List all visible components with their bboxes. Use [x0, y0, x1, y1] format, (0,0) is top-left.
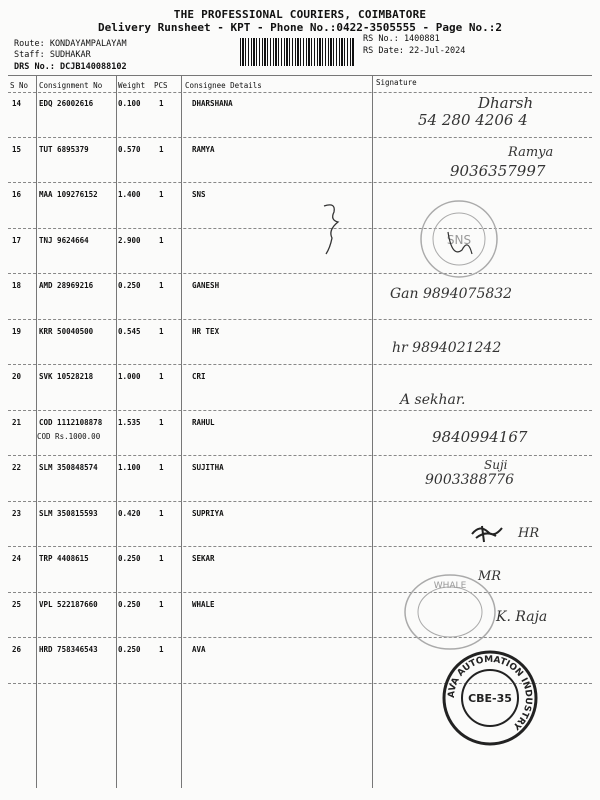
row-consignee: HR TEX	[192, 326, 220, 336]
row-consignee: RAMYA	[192, 144, 215, 154]
row-weight: 1.100	[118, 463, 141, 472]
row-sno: 16	[12, 190, 22, 199]
row-divider	[8, 592, 592, 593]
row-weight: 1.535	[118, 417, 141, 427]
row-divider	[8, 228, 592, 229]
row-weight: 0.420	[118, 508, 141, 518]
row-pcs: 1	[159, 645, 164, 654]
row-weight: 0.250	[118, 281, 141, 290]
row-consignment: TUT 6895379	[39, 144, 89, 154]
row-pcs: 1	[159, 508, 164, 518]
signature-15-name: Ramya	[508, 145, 554, 160]
row-consignee: SEKAR	[192, 554, 215, 563]
row-sno: 23	[12, 508, 22, 518]
row-divider	[8, 637, 592, 638]
row-consignee: DHARSHANA	[192, 99, 233, 108]
row-weight: 0.250	[118, 554, 141, 563]
whale-stamp	[402, 572, 498, 652]
row-divider	[8, 410, 592, 411]
row-consignment: MAA 109276152	[39, 190, 98, 199]
col-header-consignee: Consignee Details	[185, 81, 262, 90]
signature-16-scribble	[318, 198, 348, 258]
row-weight: 0.250	[118, 599, 141, 609]
route-label: Route: KONDAYAMPALAYAM	[14, 39, 127, 49]
row-sno: 26	[12, 645, 22, 654]
row-cod-note: COD Rs.1000.00	[37, 431, 101, 441]
row-consignment: AMD 28969216	[39, 281, 94, 290]
staff-label: Staff: SUDHAKAR	[14, 50, 91, 60]
row-pcs: 1	[159, 99, 164, 108]
ava-stamp-ring-text: AVA AUTOMATION INDUSTRY	[446, 654, 534, 732]
signature-21: 9840994167	[432, 428, 528, 446]
row-sno: 22	[12, 463, 22, 472]
signature-23: HR	[518, 526, 540, 541]
row-weight: 1.000	[118, 372, 141, 381]
col-header-sno: S No	[10, 81, 29, 90]
row-consignee: CRI	[192, 372, 206, 381]
row-pcs: 1	[159, 463, 164, 472]
row-pcs: 1	[159, 190, 164, 199]
row-consignment: SVK 10528218	[39, 372, 94, 381]
table-top-rule	[8, 75, 592, 76]
rs-number: RS No.: 1400881	[363, 34, 440, 44]
row-sno: 18	[12, 281, 22, 290]
row-pcs: 1	[159, 326, 164, 336]
row-pcs: 1	[159, 144, 164, 154]
ava-stamp-center-text: CBE-35	[468, 692, 512, 705]
col-header-consignment: Consignment No	[39, 81, 103, 90]
rs-date: RS Date: 22-Jul-2024	[363, 46, 466, 56]
row-sno: 17	[12, 235, 22, 245]
row-divider	[8, 455, 592, 456]
row-divider	[8, 137, 592, 138]
row-sno: 24	[12, 554, 22, 563]
row-consignee: RAHUL	[192, 417, 215, 427]
row-consignee: AVA	[192, 645, 206, 654]
barcode	[240, 38, 355, 66]
row-consignment: HRD 758346543	[39, 645, 98, 654]
signature-20: A sekhar.	[400, 392, 466, 408]
row-sno: 21	[12, 417, 22, 427]
row-pcs: 1	[159, 235, 164, 245]
row-pcs: 1	[159, 281, 164, 290]
runsheet-title: THE PROFESSIONAL COURIERS, COIMBATORE	[173, 8, 427, 21]
signature-25: K. Raja	[496, 609, 548, 625]
row-consignee: SNS	[192, 190, 206, 199]
signature-14-phone: 54 280 4206 4	[418, 111, 528, 129]
signature-22-name: Suji	[484, 458, 508, 472]
row-weight: 0.570	[118, 144, 141, 154]
signature-19: hr 9894021242	[392, 340, 502, 356]
sns-stamp	[418, 198, 500, 280]
row-consignment: TNJ 9624664	[39, 235, 89, 245]
signature-14-name: Dharsh	[478, 94, 534, 112]
col-header-pcs: PCS	[154, 81, 168, 90]
row-divider	[8, 273, 592, 274]
signature-22-phone: 9003388776	[425, 472, 515, 488]
row-consignment: VPL 522187660	[39, 599, 98, 609]
row-pcs: 1	[159, 372, 164, 381]
runsheet-subtitle: Delivery Runsheet - KPT - Phone No.:0422-3505555 - Page No.:2	[98, 21, 502, 34]
signature-18: Gan 9894075832	[390, 286, 513, 302]
row-consignee: SUPRIYA	[192, 508, 224, 518]
row-weight: 0.545	[118, 326, 141, 336]
signature-15-phone: 9036357997	[450, 162, 546, 180]
row-sno: 14	[12, 99, 22, 108]
row-sno: 20	[12, 372, 22, 381]
row-consignment: TRP 4408615	[39, 554, 89, 563]
row-consignee: WHALE	[192, 599, 215, 609]
row-weight: 0.100	[118, 99, 141, 108]
drs-number: DRS No.: DCJB140088102	[14, 62, 127, 72]
row-divider	[8, 319, 592, 320]
row-weight: 1.400	[118, 190, 141, 199]
row-pcs: 1	[159, 554, 164, 563]
row-pcs: 1	[159, 599, 164, 609]
row-divider	[8, 364, 592, 365]
row-pcs: 1	[159, 417, 164, 427]
row-consignee: GANESH	[192, 281, 220, 290]
signature-24: MR	[478, 569, 502, 584]
row-consignment: KRR 50040500	[39, 326, 94, 336]
row-weight: 2.900	[118, 235, 141, 245]
col-header-weight: Weight	[118, 81, 146, 90]
row-consignment: SLM 350815593	[39, 508, 98, 518]
row-sno: 19	[12, 326, 22, 336]
signature-23-scribble	[470, 518, 510, 548]
sns-stamp-text: SNS	[446, 233, 472, 247]
row-consignment: EDQ 26002616	[39, 99, 94, 108]
row-consignee: SUJITHA	[192, 463, 224, 472]
ava-automation-stamp	[440, 648, 540, 748]
row-weight: 0.250	[118, 645, 141, 654]
col-header-signature: Signature	[376, 78, 417, 87]
row-divider	[8, 501, 592, 502]
whale-stamp-text: WHALE	[433, 581, 467, 591]
row-sno: 15	[12, 144, 22, 154]
row-consignment: COD 1112108878	[39, 417, 103, 427]
row-sno: 25	[12, 599, 22, 609]
row-divider	[8, 182, 592, 183]
header-divider	[8, 92, 592, 93]
row-consignment: SLM 350848574	[39, 463, 98, 472]
